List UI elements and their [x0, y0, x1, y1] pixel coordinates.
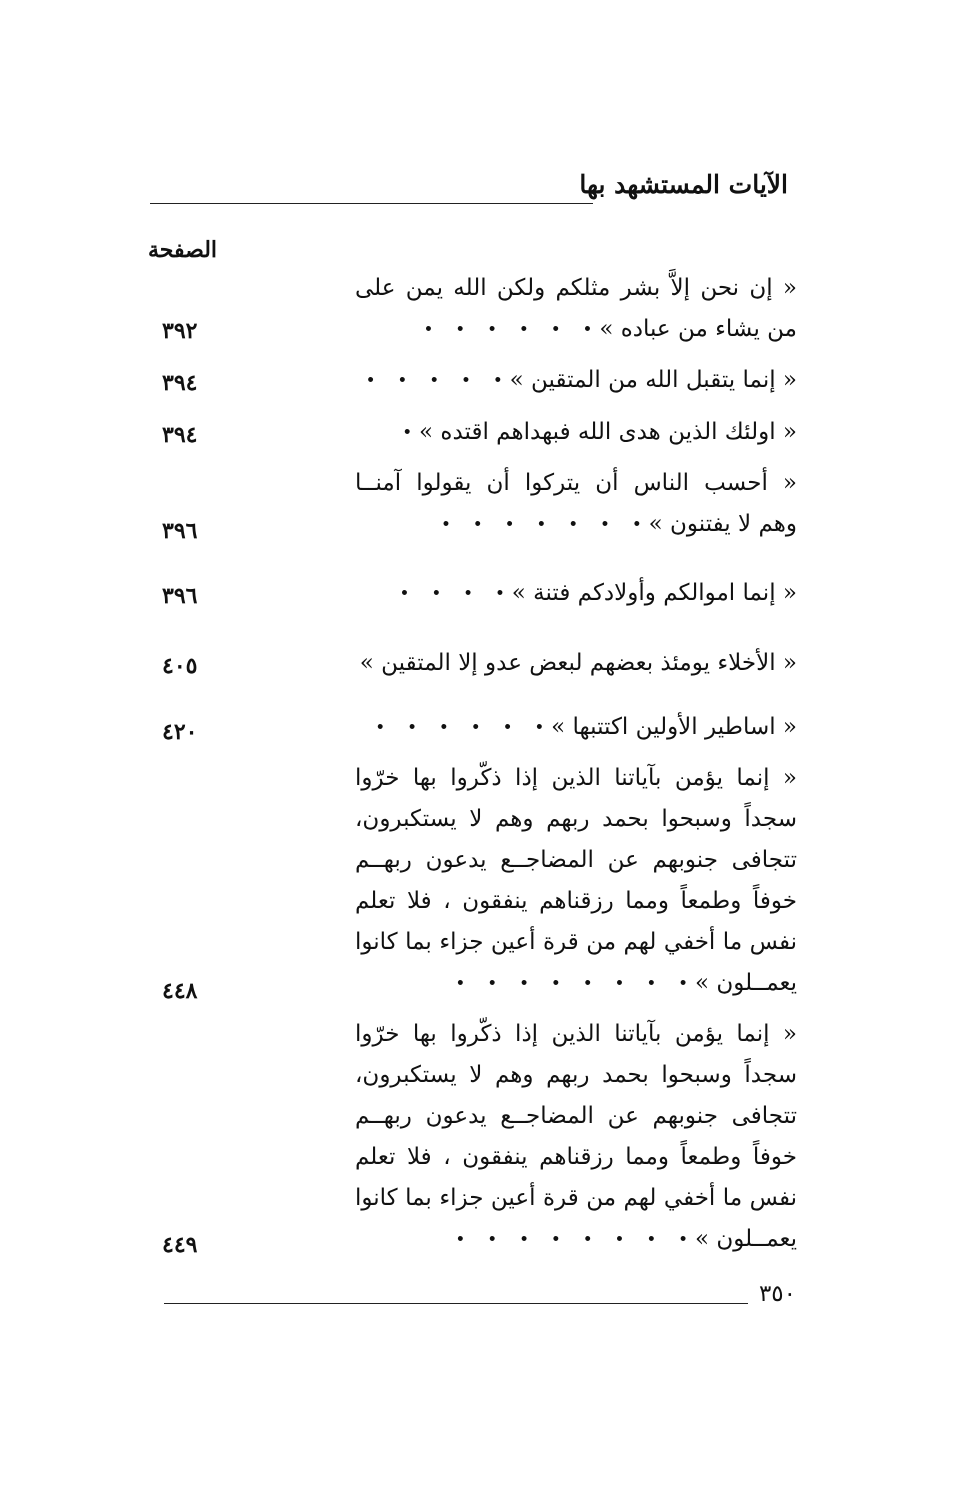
leader-dots: • • • • • — [366, 372, 503, 389]
verse-entry — [355, 573, 797, 615]
verse-text: « إنما يتقبل الله من المتقين » — [509, 367, 797, 393]
leader-dots: • • • • • • • — [441, 516, 642, 533]
leader-dots: • • • • • • — [375, 719, 544, 736]
verse-line-last — [355, 1219, 797, 1261]
verse-line-last — [355, 643, 797, 684]
header-rule — [150, 203, 593, 204]
verse-line-last — [355, 412, 797, 454]
verse-line: نفس ما أخفي لهم من قرة أعين جزاء بما كانوا — [355, 1185, 797, 1211]
page-title: الآيات المستشهد بها — [579, 170, 788, 199]
verse-line: نفس ما أخفي لهم من قرة أعين جزاء بما كانوا — [355, 929, 797, 955]
verse-line: « إنما يؤمن بآياتنا الذين إذا ذكّروا بها خرّوا — [355, 1021, 797, 1047]
leader-dots: • • • • • • — [423, 321, 592, 338]
verse-line-last — [355, 504, 797, 546]
verse-line-last — [355, 309, 797, 351]
page-reference: ٣٩٦ — [162, 518, 198, 544]
verse-line: « أحسب الناس أن يتركوا أن يقولوا آمنــا — [355, 470, 797, 496]
verse-line-last — [355, 707, 797, 749]
verse-line: سجداً وسبحوا بحمد ربهم وهم لا يستكبرون، — [355, 1062, 797, 1088]
verse-entry — [355, 1014, 797, 1261]
verse-entry — [355, 707, 797, 749]
page-column-label: الصفحة — [148, 237, 218, 263]
verse-line: خوفاً وطمعاً ومما رزقناهم ينفقون ، فلا تعلم — [355, 888, 797, 914]
page-reference: ٤٤٨ — [162, 978, 198, 1004]
verse-text: « اساطير الأولين اكتتبها » — [551, 714, 797, 740]
verse-entry — [355, 758, 797, 1005]
page-reference: ٤٤٩ — [162, 1232, 198, 1258]
verse-line: « إن نحن إلاَّ بشر مثلكم ولكن الله يمن على — [355, 275, 797, 301]
verse-line: تتجافى جنوبهم عن المضاجــع يدعون ربهــم — [355, 847, 797, 873]
verse-entry — [355, 463, 797, 546]
verse-line: « إنما يؤمن بآياتنا الذين إذا ذكّروا بها خرّوا — [355, 765, 797, 791]
page-reference: ٣٩٤ — [162, 422, 198, 448]
verse-text: من يشاء من عباده » — [599, 316, 797, 342]
verse-entry — [355, 360, 797, 402]
verse-line: تتجافى جنوبهم عن المضاجــع يدعون ربهــم — [355, 1103, 797, 1129]
verse-entry — [355, 412, 797, 454]
leader-dots: • — [402, 424, 412, 441]
page-number: ٣٥٠ — [758, 1281, 796, 1307]
verse-line: سجداً وسبحوا بحمد ربهم وهم لا يستكبرون، — [355, 806, 797, 832]
verse-text: يعمــلون » — [694, 1226, 797, 1252]
leader-dots: • • • • — [400, 585, 505, 602]
verse-line: خوفاً وطمعاً ومما رزقناهم ينفقون ، فلا تعلم — [355, 1144, 797, 1170]
page-reference: ٤٢٠ — [162, 719, 198, 745]
verse-entry — [355, 643, 797, 684]
verse-line-last — [355, 573, 797, 615]
verse-line-last — [355, 963, 797, 1005]
footer-rule — [164, 1303, 748, 1304]
page-reference: ٣٩٤ — [162, 370, 198, 396]
verse-text: « اولئك الذين هدى الله فبهداهم اقتده » — [419, 419, 797, 445]
page-reference: ٣٩٦ — [162, 583, 198, 609]
leader-dots: • • • • • • • • — [455, 1231, 688, 1248]
verse-entry — [355, 268, 797, 351]
verse-text: « الأخلاء يومئذ بعضهم لبعض عدو إلا المتقين » — [359, 650, 797, 676]
leader-dots: • • • • • • • • — [455, 975, 688, 992]
page-reference: ٣٩٢ — [162, 318, 198, 344]
verse-text: « إنما اموالكم وأولادكم فتنة » — [511, 580, 797, 606]
page-reference: ٤٠٥ — [162, 653, 198, 679]
verse-text: وهم لا يفتنون » — [648, 511, 797, 537]
verse-line-last — [355, 360, 797, 402]
verse-text: يعمــلون » — [694, 970, 797, 996]
